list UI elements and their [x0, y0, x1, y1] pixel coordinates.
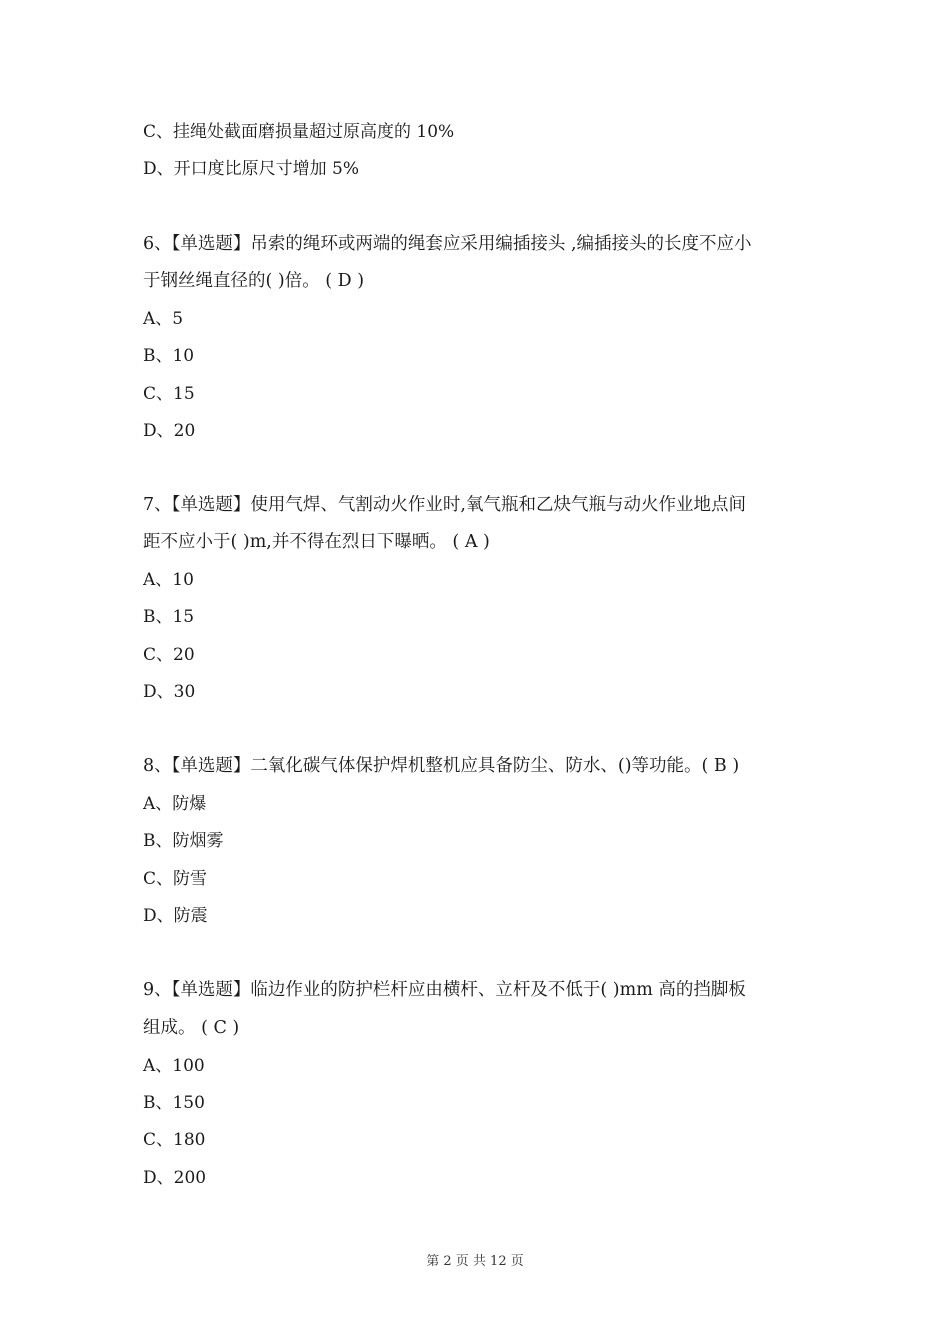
q6-option-b: B、10 [143, 346, 195, 366]
q7-stem-line1: 7、【单选题】使用气焊、气割动火作业时,氧气瓶和乙炔气瓶与动火作业地点间 [143, 495, 746, 515]
q9-option-c: C、180 [143, 1130, 206, 1150]
q9-option-a: A、100 [143, 1056, 205, 1076]
q7-option-d: D、30 [143, 682, 196, 702]
q7-option-b: B、15 [143, 607, 195, 627]
q6-stem-line1: 6、【单选题】吊索的绳环或两端的绳套应采用编插接头 ,编插接头的长度不应小 [143, 234, 752, 254]
q8-option-c: C、防雪 [143, 869, 208, 889]
q8-option-b: B、防烟雾 [143, 831, 224, 851]
q8-option-d: D、防震 [143, 906, 208, 926]
q9-stem-line2: 组成。 ( C ) [143, 1018, 240, 1038]
q6-option-a: A、5 [143, 309, 184, 329]
q9-option-b: B、150 [143, 1093, 205, 1113]
q7-stem-line2: 距不应小于( )m,并不得在烈日下曝晒。 ( A ) [143, 532, 490, 552]
q6-option-d: D、20 [143, 421, 196, 441]
q9-option-d: D、200 [143, 1168, 207, 1188]
q8-stem-line1: 8、【单选题】二氧化碳气体保护焊机整机应具备防尘、防水、()等功能。( B ) [143, 756, 740, 776]
q7-option-c: C、20 [143, 645, 195, 665]
q5-option-d: D、开口度比原尺寸增加 5% [143, 159, 360, 179]
q5-option-c: C、挂绳处截面磨损量超过原高度的 10% [143, 122, 455, 142]
q8-option-a: A、防爆 [143, 794, 207, 814]
q6-stem-line2: 于钢丝绳直径的( )倍。 ( D ) [143, 271, 365, 291]
q9-stem-line1: 9、【单选题】临边作业的防护栏杆应由横杆、立杆及不低于( )mm 高的挡脚板 [143, 980, 746, 1000]
q6-option-c: C、15 [143, 384, 195, 404]
page-number: 第 2 页 共 12 页 [426, 1254, 524, 1269]
q7-option-a: A、10 [143, 570, 194, 590]
